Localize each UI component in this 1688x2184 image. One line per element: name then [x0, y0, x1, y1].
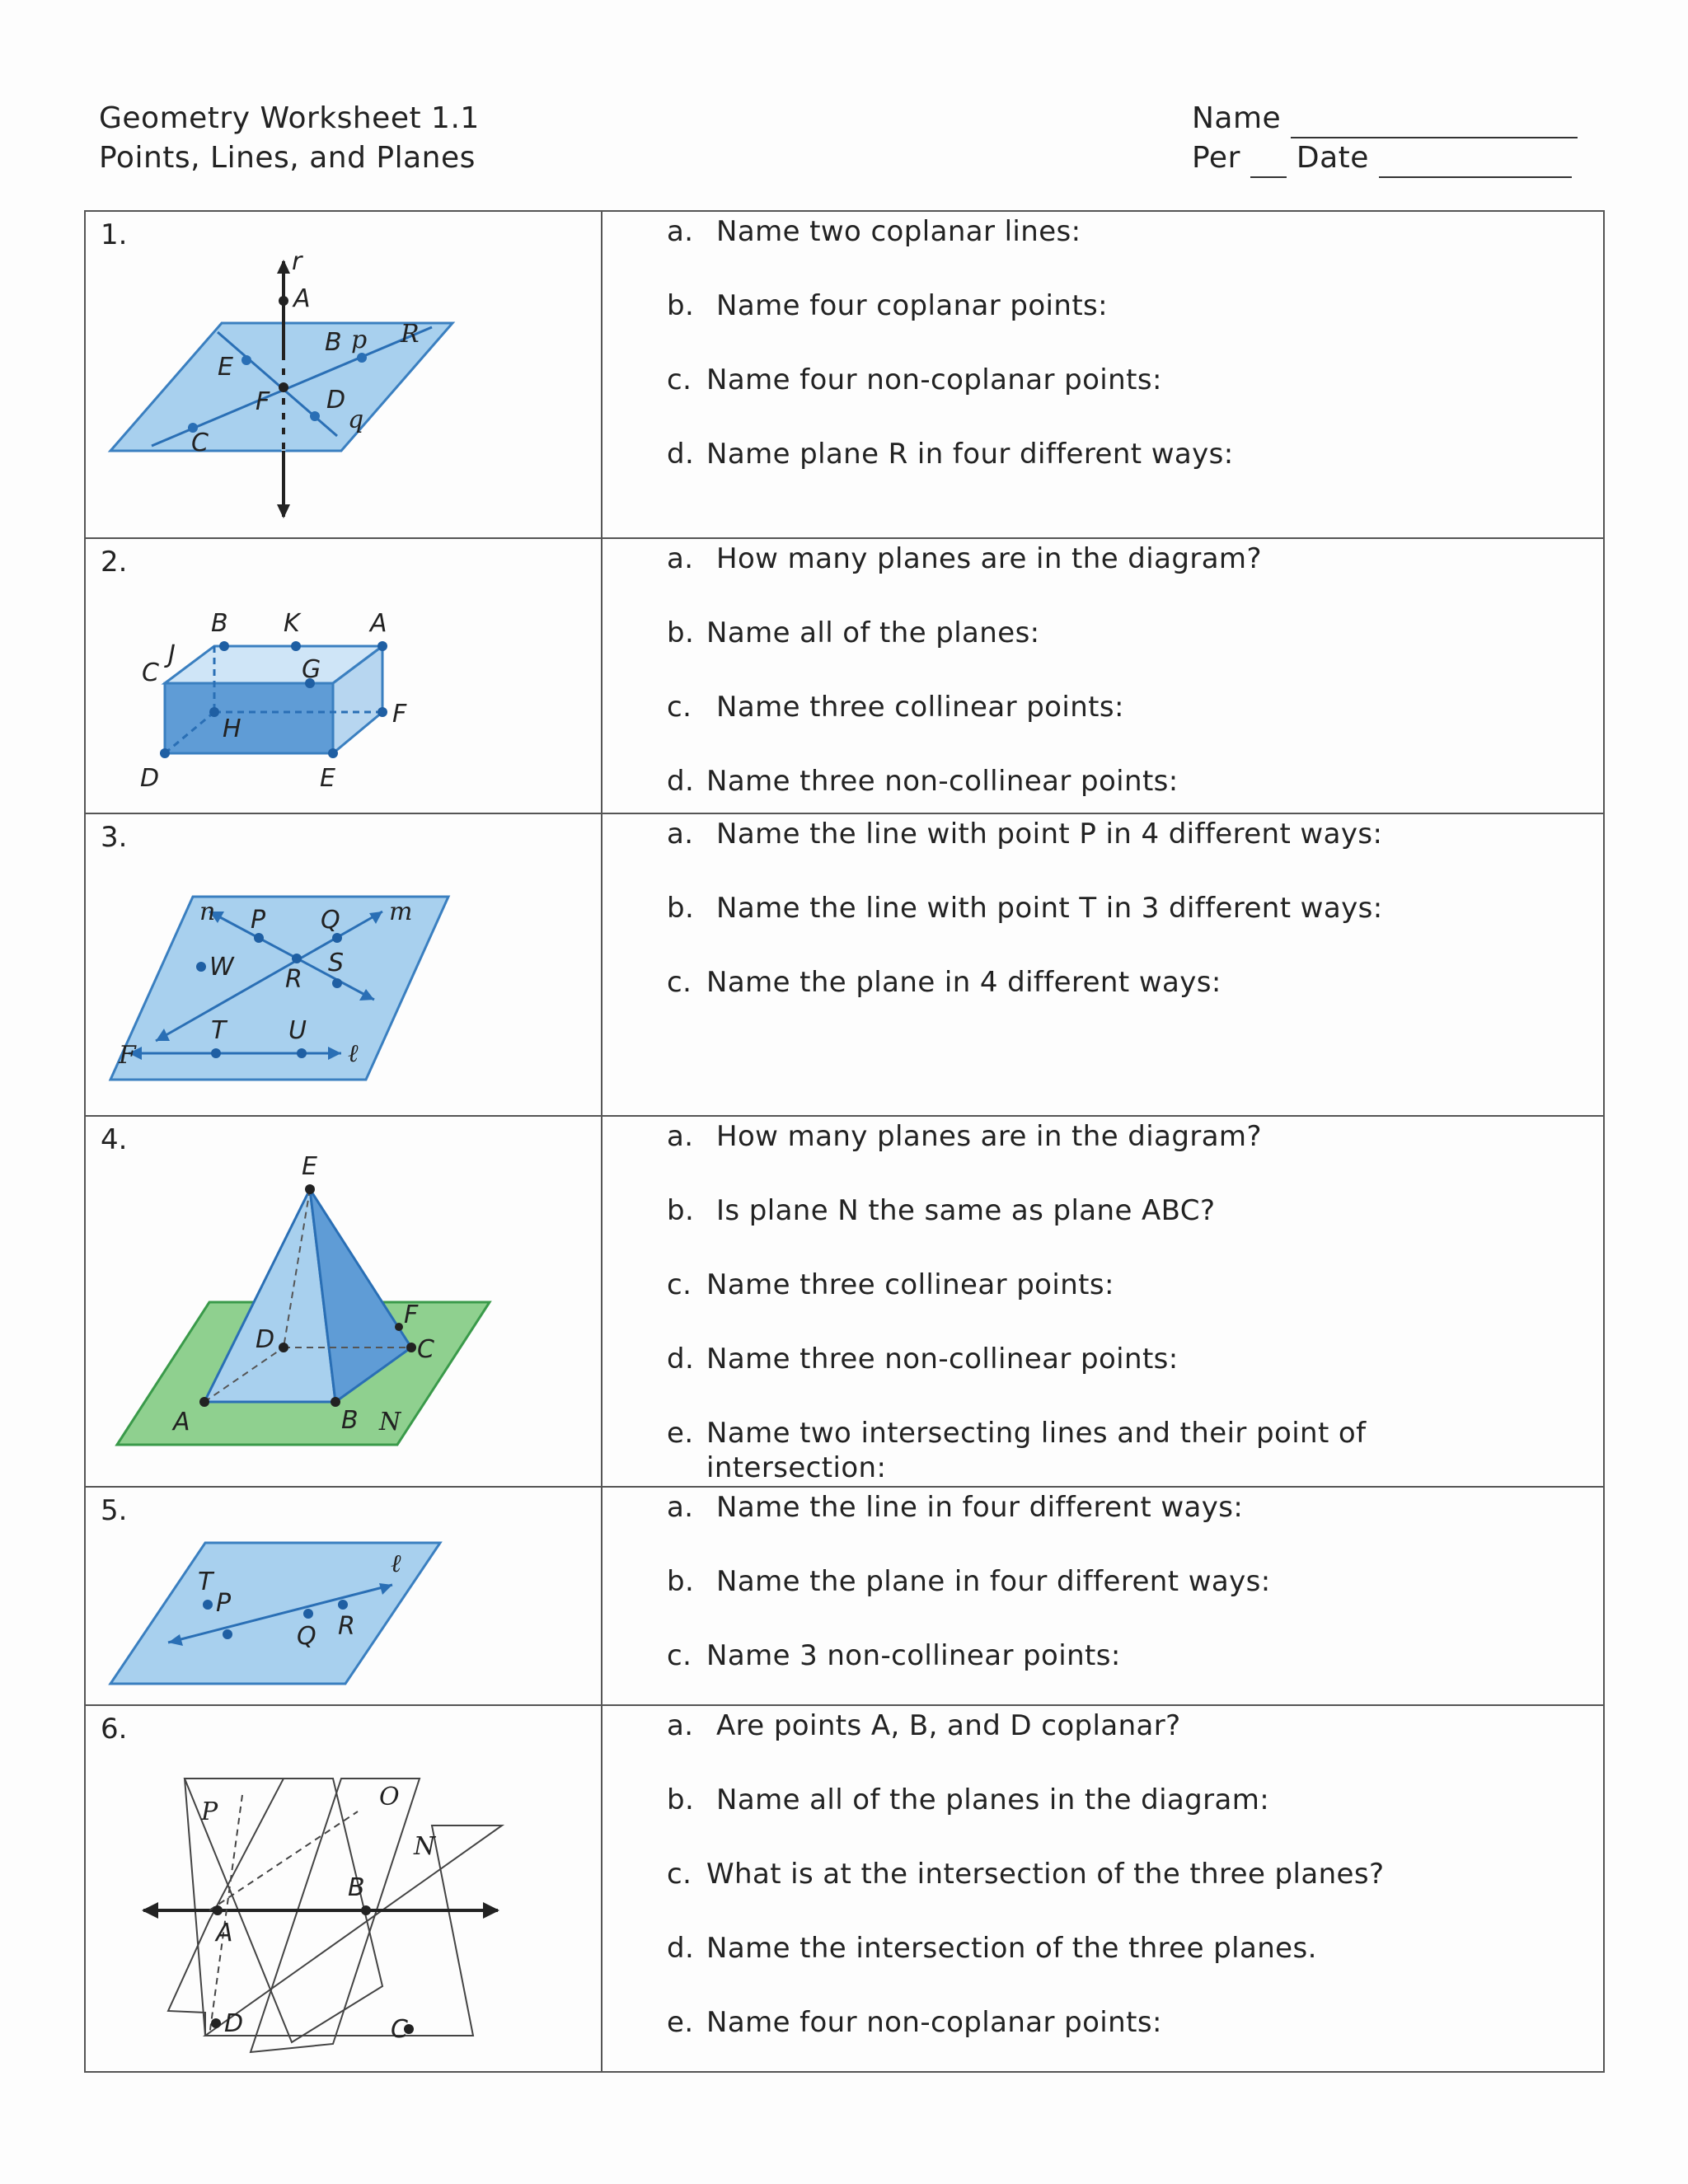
- problem-table: [84, 210, 1605, 2073]
- arrow-r-up: [277, 260, 290, 274]
- question-3b: b. Name the line with point T in 3 different ways:: [667, 892, 1383, 925]
- label-b: B: [348, 1873, 365, 1902]
- question-2b: b. Name all of the planes:: [667, 616, 1040, 649]
- questions-cell: [602, 1116, 1604, 1487]
- question-4a: a. How many planes are in the diagram?: [667, 1120, 1262, 1153]
- point-r: [338, 1600, 348, 1610]
- figure-cell: [85, 813, 602, 1116]
- problem-number: 2.: [101, 546, 128, 579]
- worksheet-title: Geometry Worksheet 1.1: [99, 101, 480, 135]
- period-field[interactable]: [1250, 147, 1287, 178]
- question-6b: b. Name all of the planes in the diagram:: [667, 1783, 1270, 1816]
- point-d: [211, 2018, 221, 2028]
- label-p: P: [216, 1589, 232, 1618]
- point-e: [328, 748, 338, 758]
- label-b: B: [341, 1406, 359, 1435]
- point-e: [305, 1184, 315, 1194]
- problem-number: 1.: [101, 218, 128, 251]
- label-w: W: [209, 953, 234, 982]
- point-c: [406, 1343, 416, 1352]
- label-b: B: [211, 609, 228, 638]
- question-6d: d. Name the intersection of the three planes.: [667, 1932, 1317, 1965]
- worksheet-subtitle: Points, Lines, and Planes: [99, 141, 476, 175]
- label-a: A: [370, 609, 387, 638]
- figure-cell: [85, 1487, 602, 1705]
- point-f: [395, 1323, 403, 1331]
- question-4e: e. Name two intersecting lines and their point of intersection:: [667, 1417, 1367, 1484]
- question-5c: c. Name 3 non-collinear points:: [667, 1639, 1121, 1672]
- point-k: [291, 641, 301, 651]
- point-f: [377, 707, 387, 717]
- question-3a: a. Name the line with point P in 4 different ways:: [667, 818, 1383, 851]
- point-r: [292, 954, 302, 963]
- label-plane-f: F: [119, 1041, 136, 1070]
- question-5a: a. Name the line in four different ways:: [667, 1491, 1244, 1524]
- label-a: A: [173, 1408, 190, 1436]
- label-plane-n: N: [414, 1832, 436, 1861]
- questions-cell: [602, 813, 1604, 1116]
- label-u: U: [288, 1016, 307, 1045]
- label-a: A: [216, 1919, 233, 1947]
- label-f: F: [404, 1301, 419, 1329]
- question-1b: b. Name four coplanar points:: [667, 289, 1109, 322]
- point-f: [279, 382, 288, 392]
- point-b: [361, 1905, 371, 1915]
- figure-cell: [85, 538, 602, 813]
- questions-cell: [602, 1705, 1604, 2072]
- label-m: m: [389, 898, 413, 926]
- point-a: [377, 641, 387, 651]
- label-plane-o: O: [379, 1783, 400, 1811]
- questions-cell: [602, 1487, 1604, 1705]
- worksheet-header: [99, 99, 480, 178]
- label-c: C: [142, 658, 159, 687]
- question-1a: a. Name two coplanar lines:: [667, 215, 1081, 248]
- point-s: [332, 978, 342, 988]
- plane-o-outline: [251, 1779, 420, 2052]
- problem-row-5: [85, 1487, 1604, 1705]
- label-f: F: [392, 700, 407, 729]
- plane-p-left: [168, 1779, 284, 2036]
- problem-number: 3.: [101, 821, 128, 854]
- figure-3-plane-diagram: [86, 814, 601, 1117]
- student-info: [1192, 99, 1578, 178]
- problem-row-2: [85, 538, 1604, 813]
- arrow-r-down: [277, 504, 290, 518]
- hidden-edge-left: [209, 1795, 242, 2036]
- label-p: p: [351, 326, 368, 354]
- label-plane-r: R: [401, 320, 420, 349]
- label-d: D: [140, 764, 160, 793]
- questions-cell: [602, 538, 1604, 813]
- label-plane-p: P: [201, 1797, 218, 1826]
- per-label: Per: [1192, 141, 1240, 175]
- arrow-left: [142, 1902, 158, 1919]
- label-e: E: [218, 353, 233, 382]
- label-g: G: [302, 655, 321, 684]
- question-6e: e. Name four non-coplanar points:: [667, 2006, 1162, 2039]
- label-k: K: [284, 609, 300, 638]
- figure-cell: [85, 1705, 602, 2072]
- label-r: R: [338, 1612, 355, 1641]
- label-d: D: [326, 386, 346, 415]
- figure-2-prism-diagram: [86, 539, 601, 814]
- label-d: D: [256, 1325, 275, 1354]
- question-2c: c. Name three collinear points:: [667, 691, 1124, 724]
- problem-number: 5.: [101, 1494, 128, 1527]
- point-d: [160, 748, 170, 758]
- label-t: T: [198, 1568, 213, 1596]
- label-l: ℓ: [348, 1039, 359, 1068]
- label-r-line: r: [292, 247, 302, 276]
- point-t: [211, 1048, 221, 1058]
- question-4b: b. Is plane N the same as plane ABC?: [667, 1194, 1216, 1227]
- figure-cell: [85, 1116, 602, 1487]
- point-h: [209, 707, 219, 717]
- point-a: [279, 296, 288, 306]
- question-5b: b. Name the plane in four different ways:: [667, 1565, 1271, 1598]
- prism-front: [165, 683, 333, 753]
- name-field[interactable]: [1291, 107, 1578, 138]
- label-q: Q: [297, 1622, 316, 1651]
- problem-row-6: [85, 1705, 1604, 2072]
- question-6c: c. What is at the intersection of the three planes?: [667, 1858, 1385, 1891]
- label-e: E: [320, 764, 335, 793]
- label-t: T: [211, 1016, 227, 1045]
- point-b: [219, 641, 229, 651]
- point-q: [303, 1609, 313, 1619]
- label-q: Q: [321, 906, 340, 935]
- arrow-right: [483, 1902, 499, 1919]
- hidden-edge-top: [209, 1811, 358, 1910]
- label-l: ℓ: [391, 1549, 401, 1578]
- figure-6-planes-diagram: [86, 1706, 601, 2073]
- label-h: H: [223, 715, 241, 743]
- label-p: P: [251, 906, 266, 935]
- question-2a: a. How many planes are in the diagram?: [667, 542, 1262, 575]
- figure-4-pyramid-diagram: [86, 1117, 601, 1488]
- point-e: [241, 355, 251, 365]
- date-label: Date: [1296, 141, 1369, 175]
- problem-number: 4.: [101, 1123, 128, 1156]
- label-c: C: [417, 1335, 434, 1364]
- label-c: C: [191, 429, 209, 457]
- point-a: [199, 1397, 209, 1407]
- question-2d: d. Name three non-collinear points:: [667, 765, 1179, 798]
- label-q: q: [348, 405, 364, 434]
- question-1d: d. Name plane R in four different ways:: [667, 438, 1234, 471]
- figure-5-plane-diagram: [86, 1488, 601, 1706]
- label-b: B: [325, 328, 342, 357]
- problem-row-3: [85, 813, 1604, 1116]
- point-b: [331, 1397, 340, 1407]
- label-d: D: [224, 2009, 244, 2038]
- point-d: [310, 411, 320, 421]
- label-c: C: [391, 2015, 408, 2044]
- point-a: [213, 1905, 223, 1915]
- question-4d: d. Name three non-collinear points:: [667, 1343, 1179, 1376]
- point-u: [297, 1048, 307, 1058]
- question-6a: a. Are points A, B, and D coplanar?: [667, 1709, 1181, 1742]
- questions-cell: [602, 211, 1604, 538]
- point-d: [279, 1343, 288, 1352]
- figure-cell: [85, 211, 602, 538]
- date-field[interactable]: [1379, 147, 1572, 178]
- name-label: Name: [1192, 101, 1282, 135]
- label-s: S: [328, 949, 345, 977]
- question-1c: c. Name four non-coplanar points:: [667, 363, 1162, 396]
- point-t: [223, 1629, 232, 1639]
- problem-row-1: [85, 211, 1604, 538]
- label-e: E: [302, 1152, 317, 1181]
- label-a: A: [293, 284, 311, 313]
- label-j: J: [168, 640, 176, 669]
- question-3c: c. Name the plane in 4 different ways:: [667, 966, 1221, 999]
- label-n: n: [199, 898, 216, 926]
- point-p: [203, 1600, 213, 1610]
- label-f: F: [256, 387, 270, 416]
- figure-1-plane-diagram: [86, 212, 601, 539]
- question-4c: c. Name three collinear points:: [667, 1268, 1114, 1301]
- problem-row-4: [85, 1116, 1604, 1487]
- label-plane-n: N: [379, 1408, 401, 1436]
- point-w: [196, 962, 206, 972]
- label-r: R: [285, 965, 302, 994]
- problem-number: 6.: [101, 1713, 128, 1746]
